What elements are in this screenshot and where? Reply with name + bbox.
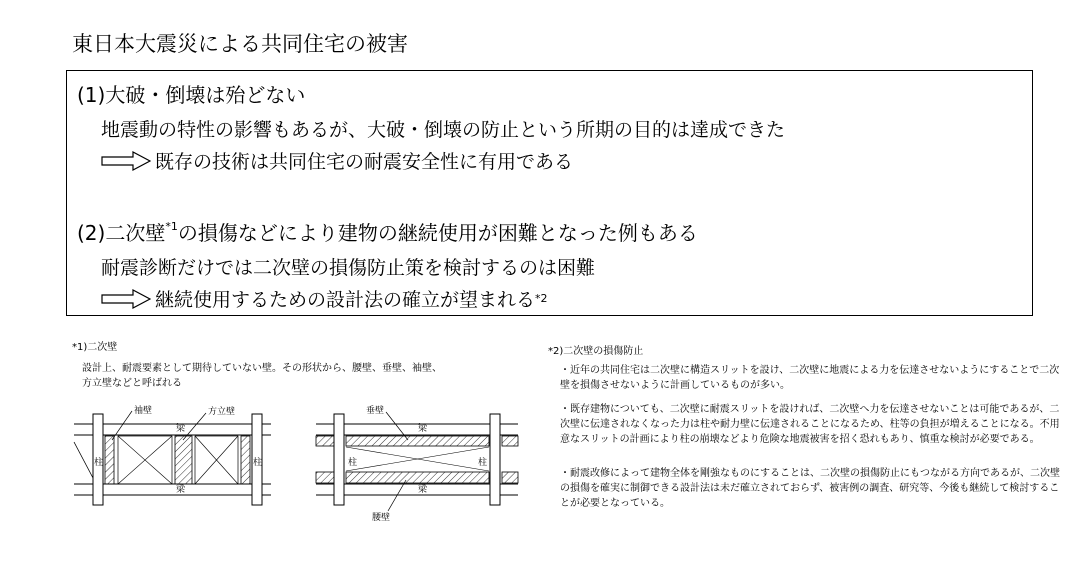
fig-left-hashira-right-label: 柱: [253, 458, 263, 468]
left-frame-diagram: [74, 404, 271, 505]
section1-heading: (1)大破・倒壊は殆どない: [77, 83, 306, 107]
fig-left-houdate-label: 方立壁: [208, 407, 236, 417]
fig-left-sode-label: 袖壁: [134, 406, 153, 416]
footnote-ref-2: *2: [535, 292, 548, 305]
fig-left-hari-bottom-label: 梁: [176, 485, 186, 495]
fig-right-koshi-label: 腰壁: [372, 513, 391, 522]
fig-right-hashira-left-label: 柱: [348, 458, 358, 468]
right-frame-diagram: [316, 404, 518, 522]
fig-right-hari-bottom-label: 梁: [418, 485, 428, 495]
note2-bullet-2: ・既存建物についても、二次壁に耐震スリットを設ければ、二次壁へ力を伝達させないことは可能であるが、二次壁に伝達されなくなった力は柱や耐力壁に伝達されることになるため、柱等の負担が増えることになる。不用意なスリットの計画により柱の崩壊などより危険な地震被害を招く恐れもあり、慎重な検討が必要である。: [560, 404, 1060, 445]
note1-title: *1)二次壁: [72, 342, 118, 353]
section1-conclusion: 既存の技術は共同住宅の耐震安全性に有用である: [155, 151, 574, 173]
section2-heading: [77, 217, 698, 246]
secondary-wall-figure: [66, 398, 536, 522]
summary-box: [66, 70, 1033, 316]
fig-right-hashira-right-label: 柱: [478, 458, 488, 468]
note2-bullet-1: ・近年の共同住宅は二次壁に構造スリットを設け、二次壁に地震による力を伝達させないようにすることで二次壁を損傷させないように計画しているものが多い。: [560, 365, 1060, 391]
note2-title: *2)二次壁の損傷防止: [548, 346, 644, 357]
section2-conclusion: 継続使用するための設計法の確立が望まれる: [155, 289, 536, 311]
footnote-ref-1: *1: [165, 220, 178, 233]
right-arrow-icon: [101, 150, 151, 172]
section1-body: 地震動の特性の影響もあるが、大破・倒壊の防止という所期の目的は達成できた: [101, 119, 786, 141]
right-arrow-icon: [101, 288, 151, 310]
fig-left-hari-top-label: 梁: [176, 424, 186, 434]
note2-bullet-3: ・耐震改修によって建物全体を剛強なものにすることは、二次壁の損傷防止にもつながる方向であるが、二次壁の損傷を確実に制御できる設計法は未だ確立されておらず、被害例の調査、研究等、今後も継続して検討することが必要となっている。: [560, 468, 1060, 509]
fig-right-hari-top-label: 梁: [418, 424, 428, 434]
note1-line2: 方立壁などと呼ばれる: [82, 378, 182, 389]
section2-heading-b: の損傷などにより建物の継続使用が困難となった例もある: [177, 221, 698, 245]
section1-conclusion-row: [101, 147, 573, 174]
fig-left-hashira-left-label: 柱: [94, 458, 104, 468]
fig-right-tare-label: 垂壁: [366, 406, 385, 416]
section2-conclusion-row: [101, 285, 548, 312]
section2-heading-a: (2)二次壁: [77, 221, 166, 245]
note1-line1: 設計上、耐震要素として期待していない壁。その形状から、腰壁、垂壁、袖壁、: [82, 363, 442, 374]
page-title: 東日本大震災による共同住宅の被害: [72, 32, 408, 56]
section2-body: 耐震診断だけでは二次壁の損傷防止策を検討するのは困難: [101, 257, 596, 279]
